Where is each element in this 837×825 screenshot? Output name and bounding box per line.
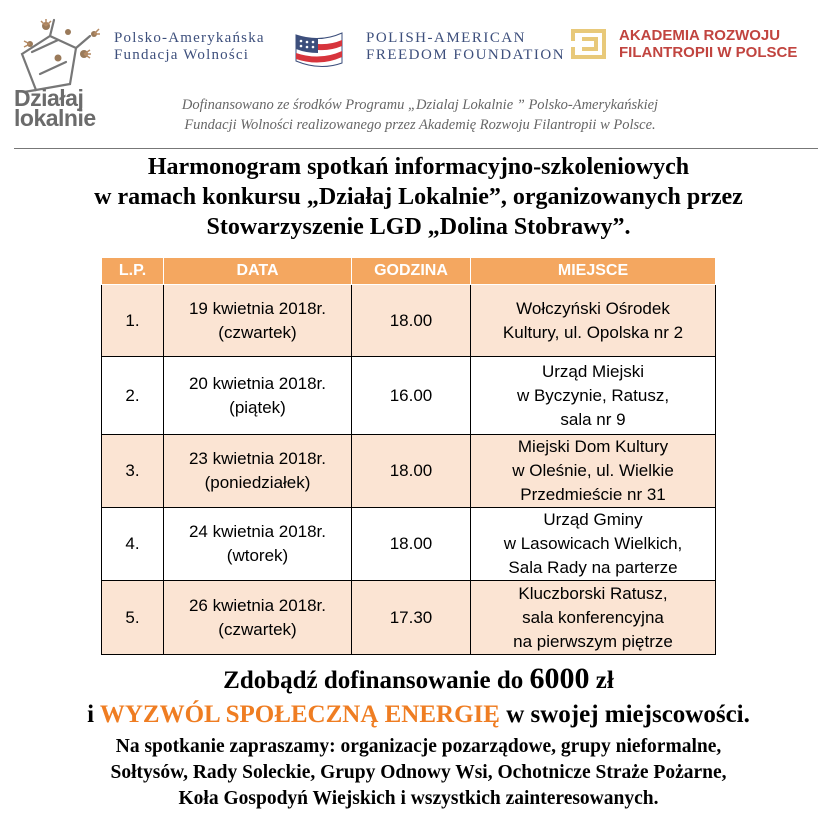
column-header-place: MIEJSCE <box>471 258 716 285</box>
table-row <box>102 285 716 357</box>
place-line: sala konferencyjna <box>522 607 664 627</box>
table-header-row <box>102 258 716 285</box>
pafw-english-name <box>366 30 565 64</box>
pafw-polish-name <box>114 30 265 64</box>
cell-date <box>164 435 352 508</box>
cell-place <box>471 508 716 581</box>
energy-slogan <box>0 699 837 731</box>
cell-place <box>471 581 716 655</box>
cell-time: 18.00 <box>352 435 471 508</box>
title-line1: Harmonogram spotkań informacyjno-szkoleniowych <box>147 154 690 180</box>
date-text: 23 kwietnia 2018r. <box>188 449 327 468</box>
funding-headline <box>0 663 837 697</box>
day-text: (czwartek) <box>218 322 297 342</box>
invitation-text <box>10 734 827 812</box>
place-line: w Byczynie, Ratusz, <box>516 385 670 405</box>
cell-place <box>471 435 716 508</box>
table-row <box>102 508 716 581</box>
cell-date <box>164 581 352 655</box>
day-text: (poniedziałek) <box>204 473 311 492</box>
cell-place <box>471 357 716 435</box>
pafw-flag-icon <box>294 29 344 69</box>
day-text: (czwartek) <box>218 619 297 639</box>
cofunding-line2: Fundacji Wolności realizowanego przez Akademię Rozwoju Filantropii w Polsce. <box>184 117 656 133</box>
cell-time: 18.00 <box>352 285 471 357</box>
arfp-name <box>619 27 797 61</box>
cofunding-line1: Dofinansowano ze środków Programu „Dzialaj Lokalnie ” Polsko-Amerykańskiej <box>181 97 659 113</box>
day-text: (wtorek) <box>226 546 289 565</box>
pafw-pl-line2: Fundacja Wolności <box>114 47 250 63</box>
date-text: 20 kwietnia 2018r. <box>188 373 327 393</box>
cell-date <box>164 508 352 581</box>
pafw-en-line2: FREEDOM FOUNDATION <box>366 47 566 63</box>
schedule-table <box>101 257 716 655</box>
header-divider <box>14 148 818 149</box>
cell-date <box>164 285 352 357</box>
cell-date <box>164 357 352 435</box>
column-header-time: GODZINA <box>352 258 471 285</box>
funding-currency: zł <box>589 667 614 694</box>
place-line: Wołczyński Ośrodek <box>516 298 670 318</box>
invite-line1: Na spotkanie zapraszamy: organizacje pozarządowe, grupy nieformalne, <box>115 736 722 757</box>
invite-line2: Sołtysów, Rady Soleckie, Grupy Odnowy Wsi, Ochotnicze Straże Pożarne, <box>110 762 727 783</box>
table-row <box>102 581 716 655</box>
date-text: 26 kwietnia 2018r. <box>188 595 327 615</box>
cell-lp: 2. <box>102 357 164 435</box>
wordmark-line2: lokalnie <box>14 105 96 131</box>
funding-amount: 6000 <box>529 662 590 695</box>
place-line: Sala Rady na parterze <box>508 558 678 577</box>
slogan-post: w swojej miejscowości. <box>499 701 750 728</box>
cell-time: 16.00 <box>352 357 471 435</box>
place-line: Kluczborski Ratusz, <box>518 583 668 603</box>
pafw-pl-line1: Polsko-Amerykańska <box>114 30 265 46</box>
arfp-logo-icon <box>570 28 608 60</box>
table-row <box>102 435 716 508</box>
day-text: (piątek) <box>229 397 286 417</box>
place-line: Kultury, ul. Opolska nr 2 <box>502 322 684 342</box>
dzialaj-lokalnie-wordmark <box>14 85 96 131</box>
place-line: Miejski Dom Kultury <box>517 437 669 456</box>
title-line2: w ramach konkursu „Działaj Lokalnie”, organizowanych przez <box>94 184 743 210</box>
page-title <box>20 152 817 242</box>
cell-place <box>471 285 716 357</box>
title-line3: Stowarzyszenie LGD „Dolina Stobrawy”. <box>206 214 631 240</box>
place-line: Przedmieście nr 31 <box>520 485 666 504</box>
column-header-lp: L.P. <box>102 258 164 285</box>
cell-time: 18.00 <box>352 508 471 581</box>
arfp-line1: AKADEMIA ROZWOJU <box>619 27 781 44</box>
table-row <box>102 357 716 435</box>
place-line: sala nr 9 <box>560 409 626 429</box>
invite-line3: Koła Gospodyń Wiejskich i wszystkich zainteresowanych. <box>178 788 659 809</box>
date-text: 19 kwietnia 2018r. <box>188 298 327 318</box>
date-text: 24 kwietnia 2018r. <box>188 522 327 541</box>
cell-time: 17.30 <box>352 581 471 655</box>
cell-lp: 5. <box>102 581 164 655</box>
place-line: na pierwszym piętrze <box>513 631 673 651</box>
place-line: w Oleśnie, ul. Wielkie <box>512 461 674 480</box>
place-line: Urząd Miejski <box>541 361 645 381</box>
cell-lp: 1. <box>102 285 164 357</box>
column-header-date: DATA <box>164 258 352 285</box>
wordmark-line1: Działaj <box>14 85 84 111</box>
funding-text-pre: Zdobądź dofinansowanie do <box>223 667 530 694</box>
slogan-pre: i <box>87 701 100 728</box>
arfp-line2: FILANTROPII W POLSCE <box>619 44 798 61</box>
slogan-highlight: WYZWÓL SPOŁECZNĄ ENERGIĘ <box>99 701 500 728</box>
cell-lp: 3. <box>102 435 164 508</box>
cofunding-note <box>120 95 720 135</box>
cell-lp: 4. <box>102 508 164 581</box>
place-line: w Lasowicach Wielkich, <box>503 534 683 553</box>
pafw-en-line1: POLISH-AMERICAN <box>366 30 527 46</box>
place-line: Urząd Gminy <box>543 510 643 529</box>
